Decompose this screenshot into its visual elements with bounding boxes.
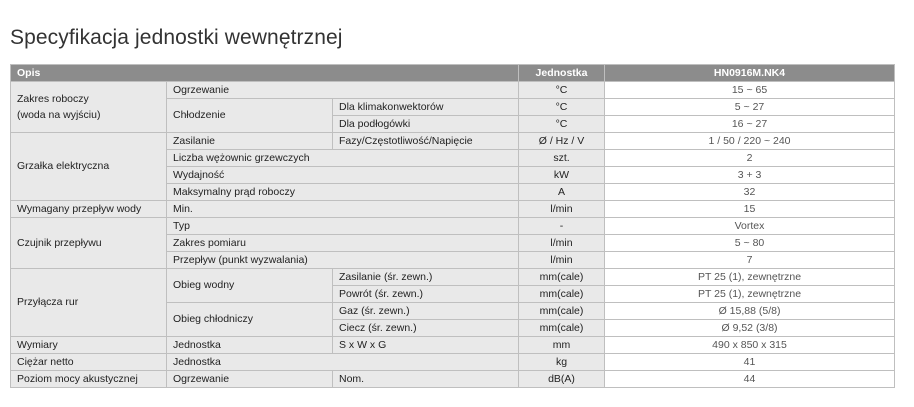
header-model: HN0916M.NK4	[605, 65, 895, 82]
row-sublabel: Jednostka	[167, 354, 519, 371]
value-cell: 41	[605, 354, 895, 371]
value-cell: Ø 15,88 (5/8)	[605, 303, 895, 320]
table-row	[11, 269, 895, 286]
row-sublabel: Chłodzenie	[167, 99, 333, 133]
value-cell: 44	[605, 371, 895, 388]
unit-cell: °C	[519, 82, 605, 99]
value-cell: Vortex	[605, 218, 895, 235]
unit-cell: Ø / Hz / V	[519, 133, 605, 150]
unit-cell: l/min	[519, 201, 605, 218]
row-sublabel: Zasilanie	[167, 133, 333, 150]
row-sublabel: Maksymalny prąd roboczy	[167, 184, 519, 201]
row-sublabel: Ogrzewanie	[167, 371, 333, 388]
row-sublabel: Przepływ (punkt wyzwalania)	[167, 252, 519, 269]
row-label: Grzałka elektryczna	[11, 133, 167, 201]
table-row	[11, 201, 895, 218]
row-label: Ciężar netto	[11, 354, 167, 371]
row-sublabel: Obieg wodny	[167, 269, 333, 303]
unit-cell: mm(cale)	[519, 320, 605, 337]
spec-table	[10, 64, 895, 388]
row-detail: Ciecz (śr. zewn.)	[333, 320, 519, 337]
table-row	[11, 218, 895, 235]
row-detail: Fazy/Częstotliwość/Napięcie	[333, 133, 519, 150]
row-label: Poziom mocy akustycznej	[11, 371, 167, 388]
unit-cell: A	[519, 184, 605, 201]
table-row	[11, 371, 895, 388]
value-cell: Ø 9,52 (3/8)	[605, 320, 895, 337]
value-cell: 32	[605, 184, 895, 201]
unit-cell: kg	[519, 354, 605, 371]
unit-cell: mm	[519, 337, 605, 354]
value-cell: PT 25 (1), zewnętrzne	[605, 269, 895, 286]
header-jednostka: Jednostka	[519, 65, 605, 82]
row-label: Wymiary	[11, 337, 167, 354]
unit-cell: l/min	[519, 252, 605, 269]
row-sublabel: Zakres pomiaru	[167, 235, 519, 252]
value-cell: 16 ~ 27	[605, 116, 895, 133]
row-detail: Nom.	[333, 371, 519, 388]
table-row	[11, 337, 895, 354]
unit-cell: kW	[519, 167, 605, 184]
row-detail: Dla podłogówki	[333, 116, 519, 133]
row-sublabel: Jednostka	[167, 337, 333, 354]
unit-cell: °C	[519, 116, 605, 133]
row-label: Wymagany przepływ wody	[11, 201, 167, 218]
unit-cell: l/min	[519, 235, 605, 252]
row-sublabel: Typ	[167, 218, 519, 235]
unit-cell: mm(cale)	[519, 286, 605, 303]
table-header-row	[11, 65, 895, 82]
value-cell: 7	[605, 252, 895, 269]
table-row	[11, 354, 895, 371]
row-label: Zakres roboczy (woda na wyjściu)	[11, 82, 167, 133]
row-sublabel: Liczba wężownic grzewczych	[167, 150, 519, 167]
row-label: Czujnik przepływu	[11, 218, 167, 269]
value-cell: 15	[605, 201, 895, 218]
header-opis: Opis	[11, 65, 519, 82]
value-cell: 15 ~ 65	[605, 82, 895, 99]
page-title: Specyfikacja jednostki wewnętrznej	[10, 26, 343, 49]
row-sublabel: Min.	[167, 201, 519, 218]
row-sublabel: Obieg chłodniczy	[167, 303, 333, 337]
value-cell: 5 ~ 80	[605, 235, 895, 252]
unit-cell: szt.	[519, 150, 605, 167]
row-detail: Powrót (śr. zewn.)	[333, 286, 519, 303]
value-cell: 5 ~ 27	[605, 99, 895, 116]
table-row	[11, 82, 895, 99]
table-row	[11, 133, 895, 150]
unit-cell: °C	[519, 99, 605, 116]
unit-cell: mm(cale)	[519, 269, 605, 286]
row-detail: Gaz (śr. zewn.)	[333, 303, 519, 320]
value-cell: 490 x 850 x 315	[605, 337, 895, 354]
unit-cell: dB(A)	[519, 371, 605, 388]
unit-cell: -	[519, 218, 605, 235]
unit-cell: mm(cale)	[519, 303, 605, 320]
value-cell: 1 / 50 / 220 ~ 240	[605, 133, 895, 150]
value-cell: 2	[605, 150, 895, 167]
row-sublabel: Wydajność	[167, 167, 519, 184]
value-cell: PT 25 (1), zewnętrzne	[605, 286, 895, 303]
row-label: Przyłącza rur	[11, 269, 167, 337]
row-detail: S x W x G	[333, 337, 519, 354]
row-detail: Dla klimakonwektorów	[333, 99, 519, 116]
row-sublabel: Ogrzewanie	[167, 82, 519, 99]
value-cell: 3 + 3	[605, 167, 895, 184]
row-detail: Zasilanie (śr. zewn.)	[333, 269, 519, 286]
